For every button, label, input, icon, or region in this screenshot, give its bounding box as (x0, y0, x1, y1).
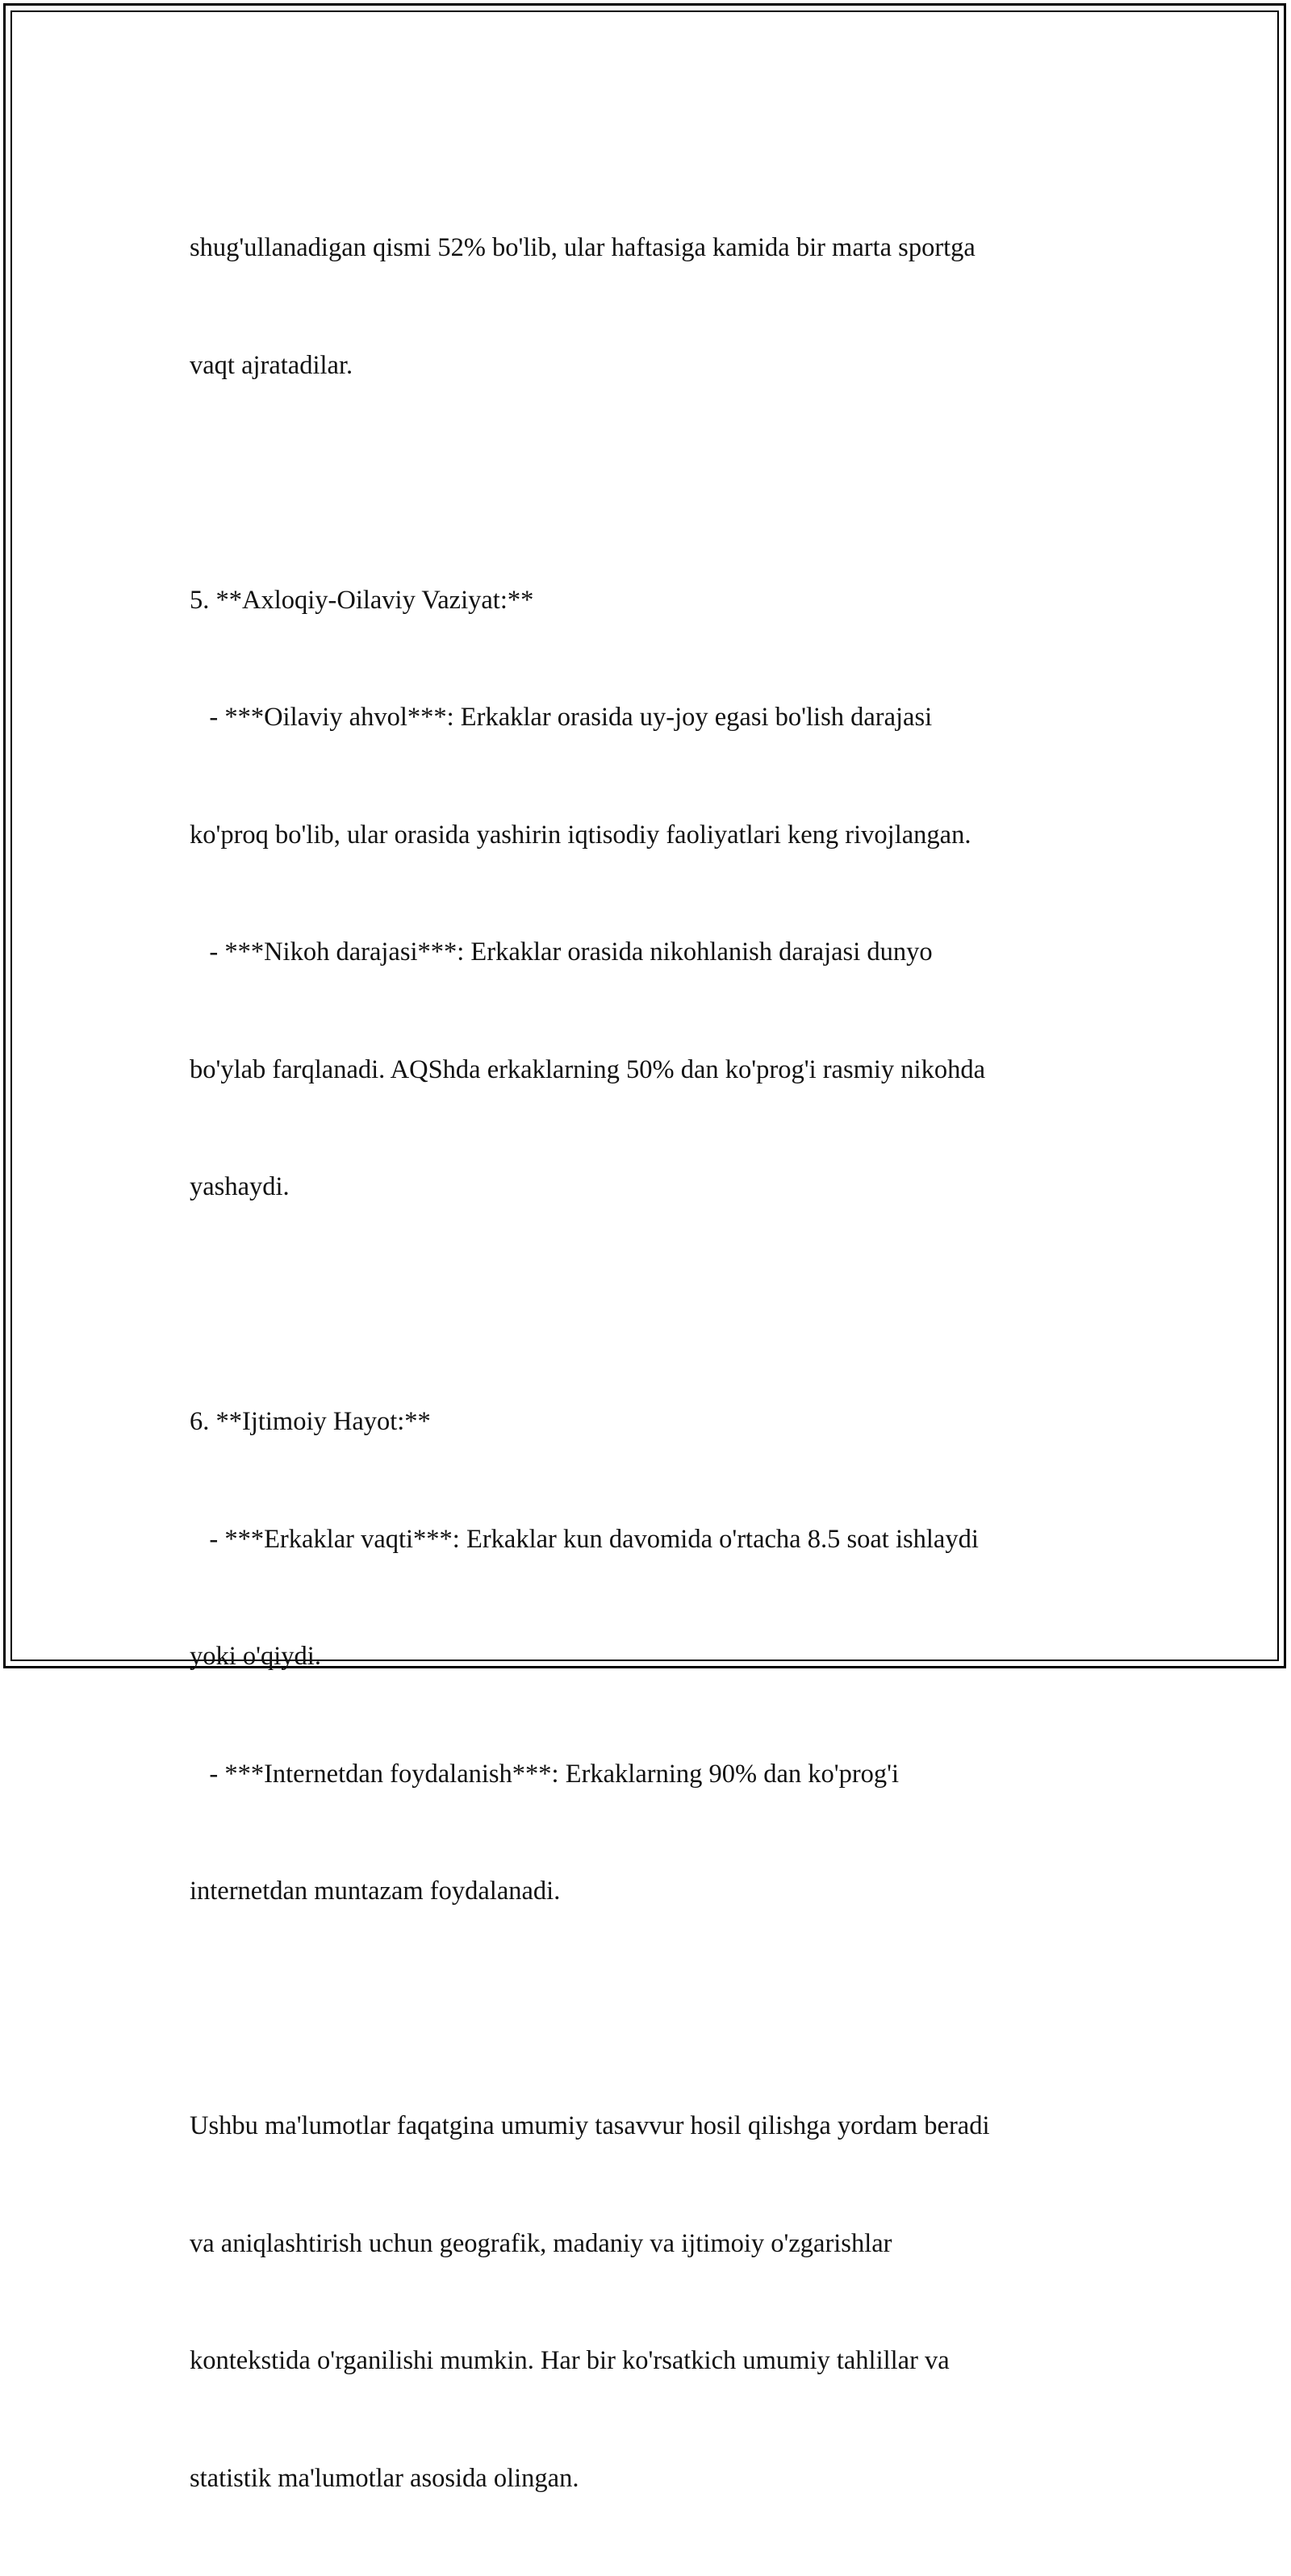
paragraph-intro-continuation (190, 150, 1109, 463)
text-line: vaqt ajratadilar. (190, 350, 353, 380)
paragraph-gap (190, 1989, 1109, 2029)
text-line: yoki o'qiydi. (190, 1642, 321, 1671)
document-body (190, 150, 1109, 2576)
list-item-family-status: - ***Oilaviy ahvol***: Erkaklar orasida uy-joy egasi bo'lish darajasi (190, 703, 933, 732)
list-item-men-time: - ***Erkaklar vaqti***: Erkaklar kun davomida o'rtacha 8.5 soat ishlaydi (190, 1524, 979, 1554)
text-line: shug'ullanadigan qismi 52% bo'lib, ular haftasiga kamida bir marta sportga (190, 233, 976, 262)
text-line: bo'ylab farqlanadi. AQShda erkaklarning 50% dan ko'prog'i rasmiy nikohda (190, 1054, 986, 1084)
text-line: yashaydi. (190, 1172, 290, 1201)
paragraph-conclusion (190, 2028, 1109, 2576)
text-line: internetdan muntazam foydalanadi. (190, 1877, 561, 1906)
text-line: kontekstida o'rganilishi mumkin. Har bir ko'rsatkich umumiy tahlillar va (190, 2346, 950, 2375)
paragraph-gap (190, 463, 1109, 503)
list-item-internet-usage: - ***Internetdan foydalanish***: Erkaklarning 90% dan ko'prog'i (190, 1759, 900, 1789)
paragraph-gap (190, 1285, 1109, 1325)
list-item-marriage-rate: - ***Nikoh darajasi***: Erkaklar orasida nikohlanish darajasi dunyo (190, 937, 933, 967)
text-line: Ushbu ma'lumotlar faqatgina umumiy tasavvur hosil qilishga yordam beradi (190, 2111, 990, 2140)
section-moral-family-situation (190, 503, 1109, 1285)
section-social-life (190, 1324, 1109, 1989)
section-heading: 5. **Axloqiy-Oilaviy Vaziyat:** (190, 585, 534, 615)
text-line: ko'proq bo'lib, ular orasida yashirin iqtisodiy faoliyatlari keng rivojlangan. (190, 820, 971, 850)
section-heading: 6. **Ijtimoiy Hayot:** (190, 1407, 431, 1436)
text-line: va aniqlashtirish uchun geografik, madaniy va ijtimoiy o'zgarishlar (190, 2228, 892, 2258)
text-line: statistik ma'lumotlar asosida olingan. (190, 2463, 579, 2493)
